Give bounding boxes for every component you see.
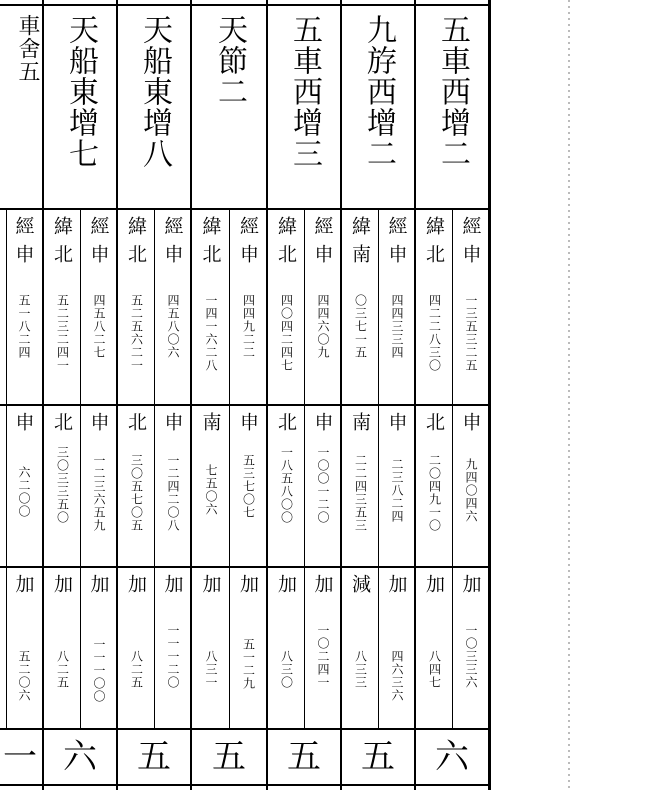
row-divider bbox=[0, 566, 490, 568]
longitude-label: 經 bbox=[12, 216, 35, 236]
dec-change-label: 加 bbox=[125, 574, 147, 594]
longitude-sign: 申 bbox=[161, 244, 184, 264]
declination-value: 七五〇六 bbox=[204, 464, 218, 516]
magnitude-cell: 一 bbox=[3, 737, 37, 777]
right-ascension-value: 一〇〇一二〇 bbox=[316, 446, 330, 524]
longitude-sign: 申 bbox=[237, 244, 259, 264]
longitude-sign: 申 bbox=[459, 244, 482, 264]
latitude-sign: 南 bbox=[349, 244, 371, 264]
dec-change-value: 八三一 bbox=[204, 650, 218, 689]
latitude-label: 緯 bbox=[199, 216, 222, 236]
right-ascension-sign: 申 bbox=[237, 412, 259, 432]
top-border bbox=[0, 4, 490, 6]
right-ascension-sign: 申 bbox=[459, 412, 482, 432]
ra-change-label: 加 bbox=[237, 574, 259, 594]
declination-sign: 北 bbox=[125, 412, 147, 432]
magnitude-cell: 五 bbox=[361, 737, 395, 777]
latitude-sign: 北 bbox=[423, 244, 445, 264]
latitude-value: 四〇四二四七 bbox=[279, 294, 294, 372]
row-divider bbox=[0, 728, 490, 730]
dec-change-label: 減 bbox=[349, 574, 371, 594]
longitude-label: 經 bbox=[385, 216, 408, 236]
dec-change-value: 八四七 bbox=[427, 650, 442, 689]
scan-edge-dots bbox=[568, 0, 570, 790]
star-name-cell: 天船東增八 bbox=[137, 14, 172, 169]
longitude-sign: 申 bbox=[87, 244, 110, 264]
ra-change-value: 五一二九 bbox=[241, 638, 256, 690]
declination-value: 三〇五七〇五 bbox=[129, 454, 144, 532]
right-ascension-sign: 申 bbox=[12, 412, 35, 432]
ra-change-value: 一〇二四一 bbox=[316, 624, 330, 689]
ra-change-label: 加 bbox=[311, 574, 334, 594]
dec-change-label: 加 bbox=[51, 574, 73, 594]
dec-change-value: 八三三 bbox=[353, 650, 368, 689]
longitude-value: 四四六〇九 bbox=[316, 294, 330, 359]
longitude-label: 經 bbox=[161, 216, 184, 236]
longitude-value: 五一八二四 bbox=[17, 294, 31, 359]
right-ascension-value: 一二四二〇八 bbox=[166, 454, 180, 532]
dec-change-value: 八二五 bbox=[55, 650, 70, 689]
latitude-label: 緯 bbox=[51, 216, 73, 236]
longitude-sign: 申 bbox=[311, 244, 334, 264]
star-name-cell: 九斿西增二 bbox=[361, 14, 396, 169]
declination-value: 二〇四九一〇 bbox=[427, 454, 442, 532]
latitude-sign: 北 bbox=[199, 244, 222, 264]
right-ascension-value: 一二三六五九 bbox=[92, 454, 106, 532]
dec-change-label: 加 bbox=[275, 574, 297, 594]
right-ascension-value: 二三八二四 bbox=[390, 458, 404, 523]
ra-change-label: 加 bbox=[385, 574, 408, 594]
right-ascension-value: 六二〇〇 bbox=[17, 466, 31, 518]
ra-change-value: 一〇三三六 bbox=[464, 624, 478, 689]
star-name-cell: 五車西增二 bbox=[435, 14, 470, 169]
row-divider bbox=[0, 208, 490, 210]
longitude-sign: 申 bbox=[12, 244, 35, 264]
longitude-value: 四四九二二 bbox=[241, 294, 256, 359]
longitude-label: 經 bbox=[311, 216, 334, 236]
latitude-label: 緯 bbox=[125, 216, 147, 236]
dec-change-value: 八二五 bbox=[129, 650, 144, 689]
ra-change-label: 加 bbox=[12, 574, 35, 594]
dec-change-label: 加 bbox=[423, 574, 445, 594]
ra-change-value: 一一一二〇 bbox=[166, 624, 180, 689]
declination-sign: 南 bbox=[199, 412, 222, 432]
magnitude-cell: 六 bbox=[435, 737, 469, 777]
bottom-border bbox=[0, 784, 490, 786]
right-ascension-sign: 申 bbox=[87, 412, 110, 432]
ra-change-label: 加 bbox=[87, 574, 110, 594]
ra-change-value: 四六三六 bbox=[390, 650, 404, 702]
dec-change-label: 加 bbox=[199, 574, 222, 594]
latitude-sign: 北 bbox=[51, 244, 73, 264]
longitude-value: 四五八二七 bbox=[92, 294, 106, 359]
magnitude-cell: 五 bbox=[137, 737, 171, 777]
longitude-label: 經 bbox=[237, 216, 259, 236]
ra-change-value: 五二〇六 bbox=[17, 650, 31, 702]
right-ascension-value: 五三七〇七 bbox=[241, 454, 256, 519]
ra-change-label: 加 bbox=[161, 574, 184, 594]
ra-change-value: 一一一〇〇 bbox=[92, 638, 106, 703]
latitude-value: 四二二八三〇 bbox=[427, 294, 442, 372]
magnitude-cell: 五 bbox=[212, 737, 246, 777]
longitude-value: 一三五三二五 bbox=[464, 294, 478, 372]
star-name-cell: 五車西增三 bbox=[287, 14, 322, 169]
declination-value: 一八五八〇〇 bbox=[279, 446, 294, 524]
magnitude-cell: 五 bbox=[287, 737, 321, 777]
longitude-value: 四四三三四 bbox=[390, 294, 404, 359]
longitude-label: 經 bbox=[87, 216, 110, 236]
declination-sign: 南 bbox=[349, 412, 371, 432]
latitude-value: 〇三七一五 bbox=[353, 294, 368, 359]
row-divider bbox=[0, 404, 490, 406]
longitude-cell: 經 bbox=[459, 216, 482, 236]
latitude-value: 五二五六二一 bbox=[129, 294, 144, 372]
latitude-sign: 北 bbox=[275, 244, 297, 264]
right-ascension-sign: 申 bbox=[311, 412, 334, 432]
latitude-label: 緯 bbox=[423, 216, 445, 236]
latitude-value: 一四一六二八 bbox=[204, 294, 218, 372]
declination-sign: 北 bbox=[51, 412, 73, 432]
latitude-label: 緯 bbox=[275, 216, 297, 236]
right-ascension-sign: 申 bbox=[161, 412, 184, 432]
longitude-value: 四五八〇六 bbox=[166, 294, 180, 359]
star-name-cell: 天船東增七 bbox=[63, 14, 98, 169]
latitude-label: 緯 bbox=[349, 216, 371, 236]
magnitude-cell: 六 bbox=[63, 737, 97, 777]
right-ascension-value: 九四〇四六 bbox=[464, 458, 478, 523]
star-name-cell: 天節二 bbox=[212, 14, 247, 107]
dec-change-value: 八三〇 bbox=[279, 650, 294, 689]
declination-value: 三〇三三五〇 bbox=[55, 446, 70, 524]
ra-change-label: 加 bbox=[459, 574, 482, 594]
declination-value: 二二四三五三 bbox=[353, 454, 368, 532]
longitude-sign: 申 bbox=[385, 244, 408, 264]
declination-sign: 北 bbox=[423, 412, 445, 432]
right-ascension-sign: 申 bbox=[385, 412, 408, 432]
latitude-value: 五二三二四一 bbox=[55, 294, 70, 372]
latitude-sign: 北 bbox=[125, 244, 147, 264]
star-name-cell: 車舍五 bbox=[15, 14, 40, 83]
right-border bbox=[488, 0, 491, 790]
declination-sign: 北 bbox=[275, 412, 297, 432]
